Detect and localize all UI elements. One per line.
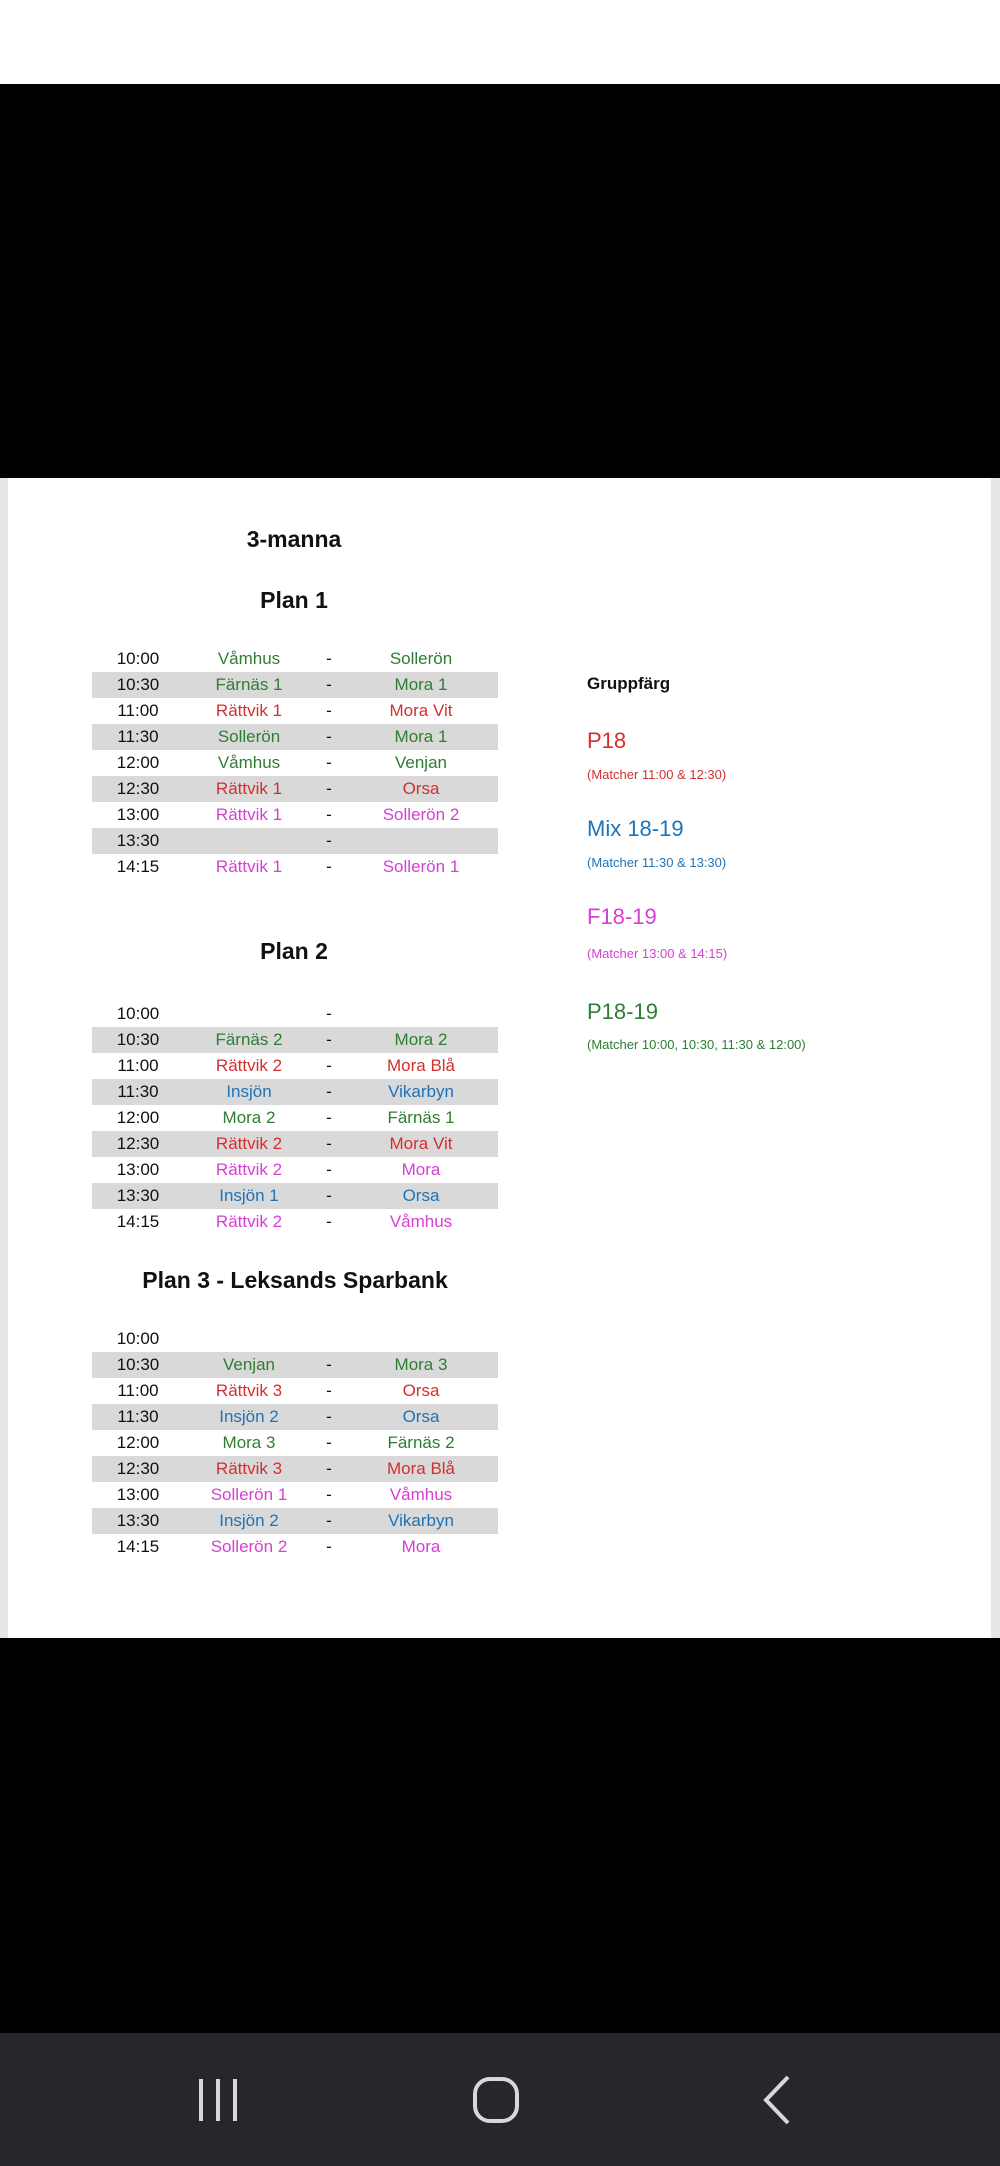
plan-1-heading: Plan 1 [260, 587, 328, 613]
match-time: 12:00 [116, 1433, 160, 1452]
home-team: Våmhus [217, 753, 281, 772]
away-team: Vikarbyn [344, 1508, 498, 1534]
versus-dash: - [326, 1004, 332, 1023]
versus-dash: - [326, 1537, 332, 1556]
away-team: Mora Vit [389, 701, 453, 720]
home-team: Rättvik 3 [184, 1456, 314, 1482]
match-row [92, 1352, 498, 1378]
match-time: 13:30 [92, 828, 184, 854]
away-team: Mora 2 [344, 1027, 498, 1053]
legend-group-note: (Matcher 10:00, 10:30, 11:30 & 12:00) [587, 1037, 806, 1052]
home-team: Insjön 2 [184, 1508, 314, 1534]
legend-group-name: P18 [587, 728, 627, 753]
match-row [92, 1079, 498, 1105]
versus-dash: - [314, 1183, 344, 1209]
match-time: 12:00 [116, 753, 160, 772]
home-icon [471, 2075, 521, 2125]
match-row [92, 698, 498, 724]
home-team [184, 1326, 314, 1352]
match-time: 13:00 [116, 805, 160, 824]
home-team: Färnäs 2 [184, 1027, 314, 1053]
match-row [92, 1534, 498, 1560]
away-team: Orsa [402, 1381, 440, 1400]
match-time: 12:00 [116, 1108, 160, 1127]
away-team: Sollerön 2 [382, 805, 460, 824]
home-button[interactable] [456, 2065, 536, 2135]
away-team: Mora Blå [386, 1056, 456, 1075]
legend-group-note: (Matcher 11:30 & 13:30) [587, 855, 727, 870]
match-row [92, 854, 498, 880]
match-row [92, 1157, 498, 1183]
versus-dash: - [326, 1108, 332, 1127]
match-time: 11:30 [92, 1079, 184, 1105]
document-edge-left [0, 478, 8, 1638]
match-time: 13:00 [116, 1160, 160, 1179]
home-team [184, 1001, 314, 1027]
away-team: Våmhus [389, 1485, 453, 1504]
match-time: 14:15 [116, 1212, 160, 1231]
versus-dash: - [314, 1079, 344, 1105]
legend-group-note: (Matcher 13:00 & 14:15) [587, 946, 728, 961]
away-team: Sollerön 1 [382, 857, 460, 876]
match-row [92, 750, 498, 776]
match-time: 11:30 [92, 1404, 184, 1430]
versus-dash: - [326, 1433, 332, 1452]
versus-dash: - [326, 753, 332, 772]
away-team: Mora 1 [344, 724, 498, 750]
home-team: Insjön 1 [184, 1183, 314, 1209]
versus-dash: - [326, 805, 332, 824]
match-row [92, 1131, 498, 1157]
match-row [92, 1430, 498, 1456]
versus-dash: - [326, 1212, 332, 1231]
match-time: 12:30 [92, 1456, 184, 1482]
versus-dash: - [314, 828, 344, 854]
versus-dash: - [326, 1381, 332, 1400]
versus-dash: - [326, 1160, 332, 1179]
legend-group-name: Mix 18-19 [587, 816, 684, 841]
match-row [92, 1105, 498, 1131]
home-team: Mora 2 [222, 1108, 276, 1127]
top-black-area [0, 84, 1000, 478]
match-time: 11:00 [117, 1056, 159, 1075]
away-team: Orsa [344, 1404, 498, 1430]
recent-apps-icon [196, 2077, 240, 2123]
away-team: Sollerön [389, 649, 453, 668]
versus-dash: - [326, 1056, 332, 1075]
away-team: Orsa [344, 1183, 498, 1209]
versus-dash [314, 1326, 344, 1352]
match-row [92, 1482, 498, 1508]
match-time: 10:30 [92, 672, 184, 698]
home-team: Sollerön 1 [210, 1485, 288, 1504]
match-time: 10:00 [116, 1329, 160, 1348]
legend-group-name: P18-19 [587, 999, 658, 1024]
home-team: Rättvik 1 [215, 857, 283, 876]
versus-dash: - [314, 1404, 344, 1430]
match-row [92, 1326, 498, 1352]
match-time: 14:15 [116, 857, 160, 876]
away-team: Mora [401, 1160, 441, 1179]
match-row [92, 1183, 498, 1209]
away-team: Färnäs 2 [387, 1433, 455, 1452]
back-button[interactable] [738, 2065, 818, 2135]
away-team [344, 1001, 498, 1027]
match-time: 13:00 [116, 1485, 160, 1504]
home-team: Sollerön 2 [210, 1537, 288, 1556]
home-team: Sollerön [184, 724, 314, 750]
home-team: Insjön 2 [184, 1404, 314, 1430]
back-icon [758, 2073, 798, 2127]
plan-2-heading: Plan 2 [260, 938, 328, 964]
home-team: Färnäs 1 [184, 672, 314, 698]
versus-dash: - [314, 1508, 344, 1534]
match-row [92, 828, 498, 854]
versus-dash: - [314, 776, 344, 802]
home-team: Venjan [184, 1352, 314, 1378]
plan-1-table [92, 646, 498, 880]
match-row [92, 1001, 498, 1027]
versus-dash: - [326, 857, 332, 876]
bottom-black-area [0, 1638, 1000, 2033]
match-time: 12:30 [92, 1131, 184, 1157]
home-team: Rättvik 1 [215, 805, 283, 824]
away-team: Mora 1 [344, 672, 498, 698]
home-team: Mora 3 [222, 1433, 276, 1452]
match-time: 11:30 [92, 724, 184, 750]
match-time: 12:30 [92, 776, 184, 802]
away-team: Venjan [395, 753, 447, 772]
away-team: Mora [401, 1537, 441, 1556]
versus-dash: - [326, 649, 332, 668]
versus-dash: - [326, 701, 332, 720]
match-time: 11:00 [117, 1381, 159, 1400]
match-row [92, 646, 498, 672]
match-row [92, 1027, 498, 1053]
plan-3-table [92, 1326, 498, 1560]
home-team: Rättvik 2 [215, 1056, 283, 1075]
match-time: 10:00 [116, 649, 160, 668]
match-row [92, 1404, 498, 1430]
match-time: 13:30 [92, 1183, 184, 1209]
legend-group-note: (Matcher 11:00 & 12:30) [587, 767, 727, 782]
away-team: Orsa [344, 776, 498, 802]
versus-dash: - [314, 1027, 344, 1053]
versus-dash: - [314, 1352, 344, 1378]
home-team: Våmhus [217, 649, 281, 668]
match-row [92, 1456, 498, 1482]
home-team: Rättvik 2 [215, 1212, 283, 1231]
away-team [344, 1326, 498, 1352]
match-time: 13:30 [92, 1508, 184, 1534]
match-row [92, 776, 498, 802]
home-team: Rättvik 1 [215, 701, 283, 720]
home-team: Rättvik 1 [184, 776, 314, 802]
match-time: 11:00 [117, 701, 159, 720]
plan-3-heading: Plan 3 - Leksands Sparbank [142, 1267, 448, 1293]
match-row [92, 1053, 498, 1079]
versus-dash: - [314, 672, 344, 698]
away-team: Vikarbyn [344, 1079, 498, 1105]
home-team [184, 828, 314, 854]
away-team: Mora 3 [344, 1352, 498, 1378]
match-time: 14:15 [116, 1537, 160, 1556]
page-title: 3-manna [246, 526, 342, 552]
home-team: Rättvik 2 [215, 1160, 283, 1179]
versus-dash: - [314, 1456, 344, 1482]
home-team: Rättvik 2 [184, 1131, 314, 1157]
match-row [92, 724, 498, 750]
match-row [92, 1508, 498, 1534]
versus-dash: - [314, 724, 344, 750]
match-time: 10:30 [92, 1352, 184, 1378]
recent-apps-button[interactable] [178, 2065, 258, 2135]
navigation-bar [0, 2033, 1000, 2166]
document-edge-right [991, 478, 1000, 1638]
versus-dash: - [326, 1485, 332, 1504]
legend-title: Gruppfärg [587, 674, 671, 693]
legend-group-name: F18-19 [587, 904, 657, 929]
home-team: Rättvik 3 [215, 1381, 283, 1400]
home-team: Insjön [184, 1079, 314, 1105]
away-team: Mora Blå [344, 1456, 498, 1482]
away-team: Färnäs 1 [387, 1108, 455, 1127]
match-row [92, 1209, 498, 1235]
match-row [92, 802, 498, 828]
versus-dash: - [314, 1131, 344, 1157]
away-team: Mora Vit [344, 1131, 498, 1157]
away-team: Våmhus [389, 1212, 453, 1231]
match-row [92, 1378, 498, 1404]
away-team [344, 828, 498, 854]
plan-2-table [92, 1001, 498, 1235]
match-time: 10:00 [116, 1004, 160, 1023]
match-row [92, 672, 498, 698]
match-time: 10:30 [92, 1027, 184, 1053]
